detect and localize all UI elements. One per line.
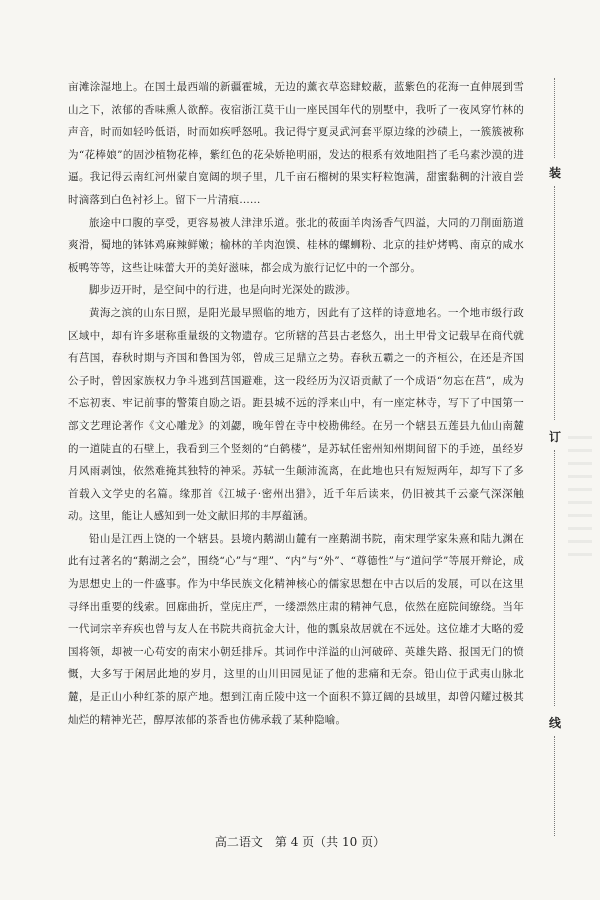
paragraph-3: 脚步迈开时，是空间中的行进，也是向时光深处的跋涉。 — [89, 284, 357, 297]
article-body — [68, 76, 524, 731]
binding-dots — [554, 78, 555, 158]
paragraph-5: 铅山是江西上饶的一个辖县。县境内鹅湖山麓有一座鹅湖书院，南宋理学家朱熹和陆九渊在此有过著名的“鹅湖之会”，围绕“心”与“理”、“内”与“外”、“尊德性”与“道问学”等展开辩论，成为思想史上的一件盛事。作为中华民族文化精神核心的儒家思想在中古以后的发展，可以在这里寻绎出重要的线索。回廊曲折，堂庑庄严，一缕漂然庄肃的精神气息，依然在庭院间缭绕。当年一代词宗辛弃疾也曾与友人在书院共商抗金大计，他的瓢泉故居就在不远处。这位雄才大略的爱国将领，却被一心苟安的南宋小朝廷排斥。其词作中洋溢的山河破碎、英雄失路、报国无门的愤慨，大多写于闲居此地的岁月，这里的山川田园见证了他的悲痛和无奈。铅山位于武夷山脉北麓，是正山小种红茶的原产地。想到江南丘陵中这一个面积不算辽阔的县域里，却曾闪耀过极其灿烂的精神光芒，醇厚浓郁的茶香也仿佛承载了某种隐喻。 — [68, 532, 524, 726]
binding-char-ding: 订 — [548, 430, 561, 444]
paragraph-4: 黄海之滨的山东日照，是阳光最早照临的地方，因此有了这样的诗意地名。一个地市级行政区域中，却有许多堪称重量级的文物遗存。它所辖的莒县古老悠久，出土甲骨文记载早在商代就有莒国，春秋时期与齐国和鲁国为邻，曾成三足鼎立之势。春秋五霸之一的齐桓公，在还是齐国公子时，曾因家族权力争斗逃到莒国避难，这一段经历为汉语贡献了一个成语“勿忘在莒”，成为不忘初衷、牢记前事的警策自励之语。距县城不远的浮来山中，有一座定林寺，写下了中国第一部文艺理论著作《文心雕龙》的刘勰，晚年曾在寺中校勘佛经。在另一个辖县五莲县九仙山南麓的一道陡直的石壁上，我看到三个竖刻的“白鹤楼”，是苏轼任密州知州期间留下的手迹，虽经岁月风雨剥蚀，依然难掩其独特的神采。苏轼一生颠沛流离，在此地也只有短短两年，却写下了多首载入文学史的名篇。缘那首《江城子·密州出猎》，近千年后读来，仍旧被其千云豪气深深触动。这里，能让人感知到一处文献旧邦的丰厚蕴涵。 — [68, 306, 524, 523]
paragraph-1: 亩滩涂湿地上。在国土最西端的新疆霍城，无边的薰衣草恣肆蛟蔽，蓝紫色的花海一直伸展到雪山之下，浓郁的香味熏人欲醉。夜宿浙江莫干山一座民国年代的别墅中，我听了一夜风穿竹林的声音，时而如轻吟低语，时而如疾呼怒吼。我记得宁夏灵武河套平原边缘的沙碛上，一簇簇被称为“花棒娘”的固沙植物花棒，紫红色的花朵娇艳明丽，发达的根系有效地阻挡了毛乌素沙漠的进逼。我记得云南红河州蒙自宽阔的坝子里，几千亩石榴树的果实籽粒饱满，甜蜜黏稠的汁液自尝时滴落到白色衬衫上。留下一片清痕…… — [68, 81, 524, 206]
binding-line — [548, 78, 562, 838]
binding-dots — [554, 186, 555, 420]
page-footer: 高二语文 第 4 页（共 10 页） — [214, 835, 386, 849]
binding-dots — [554, 450, 555, 706]
binding-dots — [554, 736, 555, 836]
margin-bleed-through — [568, 436, 592, 556]
paragraph-2: 旅途中口腹的享受，更容易被人津津乐道。张北的莜面羊肉汤香气四溢，大同的刀削面筋道爽滑，蜀地的钵钵鸡麻辣鲜嫩；榆林的羊肉泡馍、桂林的螺蛳粉、北京的挂炉烤鸭、南京的咸水板鸭等等，这些让味蕾大开的美好滋味，都会成为旅行记忆中的一个部分。 — [68, 216, 524, 274]
binding-char-zhuang: 装 — [548, 166, 561, 180]
binding-char-xian: 线 — [548, 716, 561, 730]
